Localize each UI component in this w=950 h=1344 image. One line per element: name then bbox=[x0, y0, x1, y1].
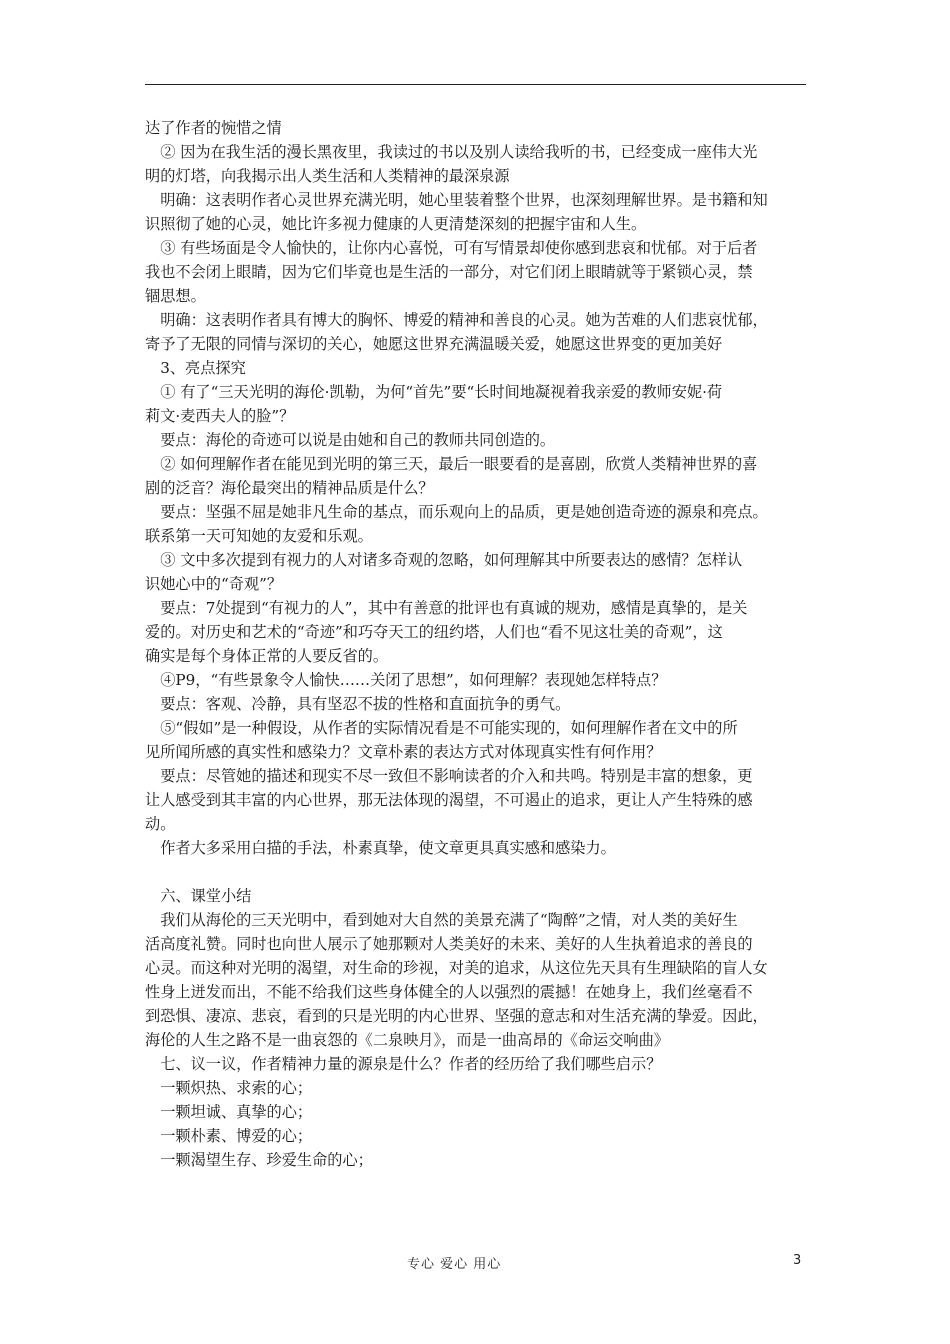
text-line: 心灵。而这种对光明的渴望，对生命的珍视，对美的追求，从这位先天具有生理缺陷的盲人女 bbox=[145, 959, 768, 977]
text-line: ③ 有些场面是令人愉快的，让你内心喜悦，可有写情景却使你感到悲哀和忧郁。对于后者 bbox=[145, 239, 758, 257]
text-line: ③ 文中多次提到有视力的人对诸多奇观的忽略，如何理解其中所要表达的感情？怎样认 bbox=[145, 551, 743, 569]
text-line: 要点：海伦的奇迹可以说是由她和自己的教师共同创造的。 bbox=[145, 431, 556, 449]
text-line: 要点：坚强不屈是她非凡生命的基点，而乐观向上的品质，更是她创造奇迹的源泉和亮点。 bbox=[145, 503, 768, 521]
text-line: 见所闻所感的真实性和感染力？文章朴素的表达方式对体现真实性有何作用？ bbox=[145, 743, 662, 761]
text-line: 莉文·麦西夫人的脸”？ bbox=[145, 407, 295, 425]
footer-slogan: 专心 爱心 用心 bbox=[407, 1257, 502, 1272]
text-line: 七、议一议，作者精神力量的源泉是什么？作者的经历给了我们哪些启示？ bbox=[145, 1055, 662, 1073]
text-line: 达了作者的惋惜之情 bbox=[145, 119, 282, 137]
text-line: ② 因为在我生活的漫长黑夜里，我读过的书以及别人读给我听的书，已经变成一座伟大光 bbox=[145, 143, 758, 161]
text-line: ① 有了“三天光明的海伦·凯勒，为何“首先”要“长时间地凝视着我亲爱的教师安妮·荷 bbox=[145, 383, 723, 401]
text-line: 寄予了无限的同情与深切的关心，她愿这世界充满温暖关爱，她愿这世界变的更加美好 bbox=[145, 335, 723, 353]
text-line: 六、课堂小结 bbox=[145, 887, 252, 905]
text-line: 识照彻了她的心灵，她比许多视力健康的人更清楚深刻的把握宇宙和人生。 bbox=[145, 215, 647, 233]
text-line: 剧的泛音？海伦最突出的精神品质是什么？ bbox=[145, 479, 434, 497]
text-line: 作者大多采用白描的手法，朴素真挚，使文章更具真实感和感染力。 bbox=[145, 839, 616, 857]
text-line: 我们从海伦的三天光明中，看到她对大自然的美景充满了“陶醉”之情，对人类的美好生 bbox=[145, 911, 738, 929]
text-line: 一颗坦诚、真挚的心； bbox=[145, 1103, 313, 1121]
page-number: 3 bbox=[793, 1253, 802, 1268]
text-line: 性身上迸发而出，不能不给我们这些身体健全的人以强烈的震撼！在她身上，我们丝毫看不 bbox=[145, 983, 753, 1001]
text-line: 到恐惧、凄凉、悲哀，看到的只是光明的内心世界、坚强的意志和对生活充满的挚爱。因此， bbox=[145, 1007, 768, 1025]
text-line: 活高度礼赞。同时也向世人展示了她那颗对人类美好的未来、美好的人生执着追求的善良的 bbox=[145, 935, 753, 953]
text-line: 爱的。对历史和艺术的“奇迹”和巧夺天工的纽约塔，人们也“看不见这壮美的奇观”，这 bbox=[145, 623, 723, 641]
text-line: 让人感受到其丰富的内心世界，那无法体现的渴望，不可遏止的追求，更让人产生特殊的感 bbox=[145, 791, 753, 809]
text-line: 要点：尽管她的描述和现实不尽一致但不影响读者的介入和共鸣。特别是丰富的想象，更 bbox=[145, 767, 753, 785]
text-line: 明确：这表明作者具有博大的胸怀、博爱的精神和善良的心灵。她为苦难的人们悲哀忧郁， bbox=[145, 311, 768, 329]
text-line: 要点：客观、冷静，具有坚忍不拔的性格和直面抗争的勇气。 bbox=[145, 695, 571, 713]
text-line: 联系第一天可知她的友爱和乐观。 bbox=[145, 527, 373, 545]
text-line: 明确：这表明作者心灵世界充满光明，她心里装着整个世界，也深刻理解世界。是书籍和知 bbox=[145, 191, 768, 209]
text-line: ⑤“假如”是一种假设，从作者的实际情况看是不可能实现的，如何理解作者在文中的所 bbox=[145, 719, 738, 737]
text-line: 要点：7处提到“有视力的人”，其中有善意的批评也有真诚的规劝，感情是真挚的，是关 bbox=[145, 599, 748, 617]
text-line: 海伦的人生之路不是一曲哀怨的《二泉映月》，而是一曲高昂的《命运交响曲》 bbox=[145, 1031, 669, 1049]
text-line: 一颗朴素、博爱的心； bbox=[145, 1127, 313, 1145]
text-line: 明的灯塔，向我揭示出人类生活和人类精神的最深泉源 bbox=[145, 167, 510, 185]
text-line: ④P9，“有些景象令人愉快……关闭了思想”，如何理解？表现她怎样特点？ bbox=[145, 671, 667, 689]
text-line: 确实是每个身体正常的人要反省的。 bbox=[145, 647, 388, 665]
text-line: 识她心中的“奇观”？ bbox=[145, 575, 283, 593]
text-line: 一颗渴望生存、珍爱生命的心； bbox=[145, 1151, 373, 1169]
text-line: 我也不会闭上眼睛，因为它们毕竟也是生活的一部分，对它们闭上眼睛就等于紧锁心灵，禁 bbox=[145, 263, 753, 281]
text-line: 一颗炽热、求索的心； bbox=[145, 1079, 313, 1097]
text-line: 锢思想。 bbox=[145, 287, 206, 305]
header-rule bbox=[145, 84, 806, 85]
text-line: 动。 bbox=[145, 815, 176, 833]
text-line: 3、亮点探究 bbox=[145, 359, 246, 377]
text-line: ② 如何理解作者在能见到光明的第三天，最后一眼要看的是喜剧，欣赏人类精神世界的喜 bbox=[145, 455, 758, 473]
